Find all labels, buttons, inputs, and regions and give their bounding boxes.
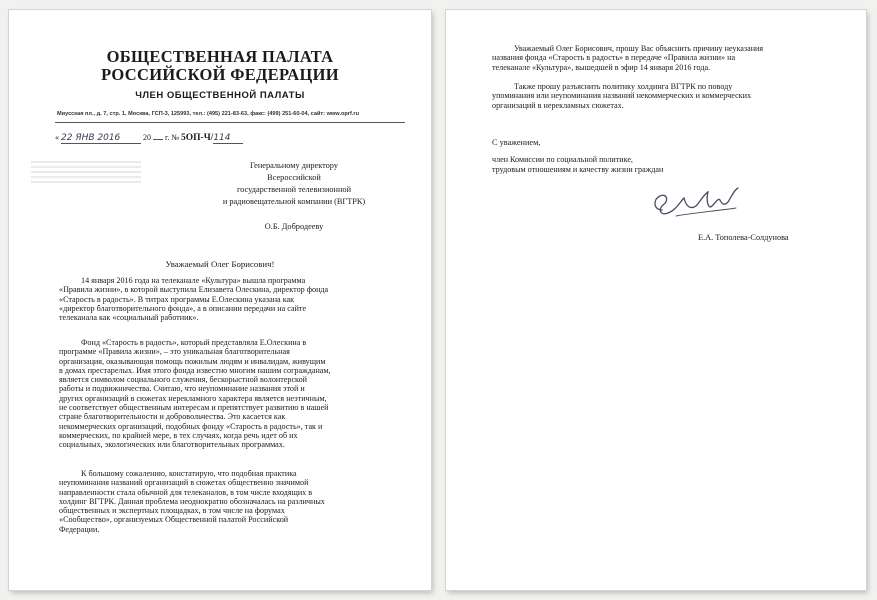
letterhead-divider — [55, 122, 405, 123]
number-label: г. № — [165, 133, 180, 142]
letter-page-1 — [9, 10, 431, 590]
paragraph-5: Также прошу разъяснить политику холдинга ВГТРК по поводу упоминания или неупоминания названий некоммерческих и коммерческих организаций в нерекламных сюжетах. — [492, 82, 752, 110]
handwritten-signature — [646, 180, 746, 230]
paragraph-3: К большому сожалению, констатирую, что подобная практика неупоминания названий организаций в сюжетах общественно значимой направленности стала обычной для телеканалов, в том числе входящих в холдинг ВГТРК. Данная проблема неоднократно обозначалась на различных общественных и экспертных площадках, в том числе на форумах «Сообщество», организуемых Общественной палатой Российской Федерации. — [59, 469, 325, 534]
member-title: ЧЛЕН ОБЩЕСТВЕННОЙ ПАЛАТЫ — [135, 90, 305, 101]
greeting: Уважаемый Олег Борисович! — [165, 259, 275, 269]
handwritten-number: 114 — [213, 133, 231, 143]
org-name-line-1: ОБЩЕСТВЕННАЯ ПАЛАТА — [106, 47, 334, 66]
paragraph-4: Уважаемый Олег Борисович, прошу Вас объяснить причину неуказания названия фонда «Старость в радость» в передаче «Правила жизни» на телеканале «Культура», вышедшей в эфир 14 января 2016 года. — [492, 44, 764, 72]
date-open-quote: « — [55, 133, 59, 142]
addressee-line-1: Генеральному директору — [250, 161, 338, 170]
letterhead-address: Миусская пл., д. 7, стр. 1, Москва, ГСП-3, 125993, тел.: (495) 221-83-63, факс: (499) 251-60-04, сайт: www.oprf.ru — [57, 111, 359, 117]
registration-line — [55, 133, 243, 144]
addressee-line-3: государственной телевизионной — [236, 185, 352, 194]
year-blank — [153, 139, 163, 140]
handwritten-date: 22 ЯНВ 2016 — [61, 133, 121, 143]
closing: С уважением, — [492, 138, 541, 147]
signer-position-line-1: член Комиссии по социальной политике, — [492, 155, 633, 164]
number-field — [213, 133, 243, 144]
signer-position-line-2: трудовым отношениям и качеству жизни граждан — [492, 165, 664, 174]
paragraph-2: Фонд «Старость в радость», который представляла Е.Олескина в программе «Правила жизни», – это уникальная благотворительная организация, оказывающая помощь пожилым людям и инвалидам, живущим в домах престарелых. Имя этого фонда известно многим нашим согражданам, является символом социального служения, бескорыстной волонтерской работы и подвижничества. Считаю, что неупоминание названия этой и других организаций в сюжетах нерекламного характера является неэтичным, не соответствует общественным интересам и препятствует развитию в нашей стране благотворительности и добровольчества. Это касается как некоммерческих организаций, подобных фонду «Старость в радость», так и коммерческих, по крайней мере, в тех случаях, когда речь идет об их социальных, экологических или благотворительных программах. — [59, 338, 331, 450]
addressee-name: О.Б. Добродееву — [264, 222, 324, 231]
org-name-line-2: РОССИЙСКОЙ ФЕДЕРАЦИИ — [101, 65, 339, 84]
addressee-line-2: Всероссийской — [267, 173, 321, 182]
year-prefix: 20 — [143, 133, 151, 142]
addressee-line-4: и радиовещательной компании (ВГТРК) — [222, 197, 366, 206]
signer-name: Е.А. Тополева-Солдунова — [698, 233, 789, 242]
paragraph-1: 14 января 2016 года на телеканале «Культура» вышла программа «Правила жизни», в которой выступила Елизавета Олескина, директор фонда «Старость в радость». В титрах программы Е.Олескина указана как «директор благотворительного фонда», а в описании передачи на сайте телеканала как «социальный работник». — [59, 276, 329, 323]
letter-page-2 — [446, 10, 866, 590]
faint-bleed-through — [31, 158, 141, 186]
registration-number: 5ОП-Ч/ — [181, 133, 214, 143]
date-field — [61, 133, 141, 144]
